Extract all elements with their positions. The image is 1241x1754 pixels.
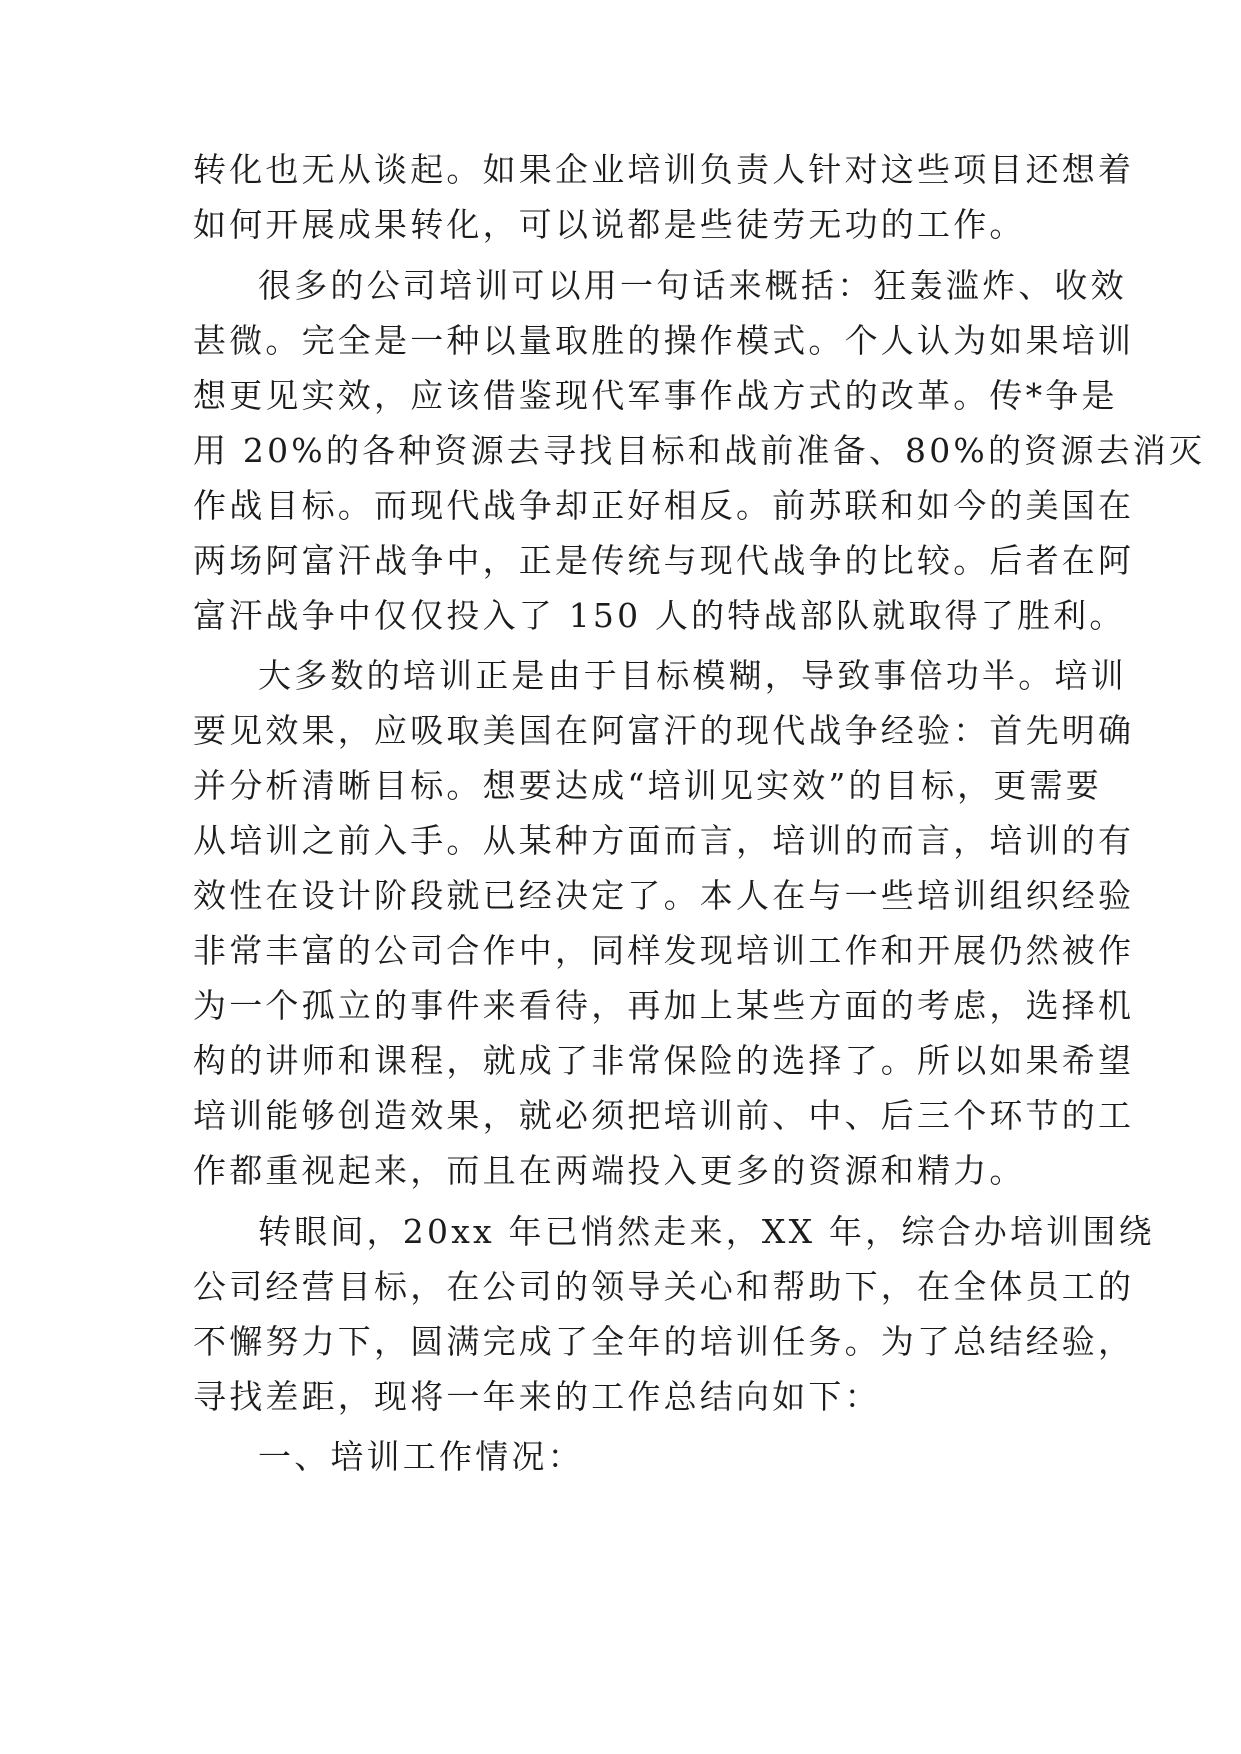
text-line: 用 20%的各种资源去寻找目标和战前准备、80%的资源去消灭 [193,431,1206,470]
text-line: 培训能够创造效果，就必须把培训前、中、后三个环节的工 [193,1096,1135,1135]
text-line: 非常丰富的公司合作中，同样发现培训工作和开展仍然被作 [193,931,1135,970]
text-line: 从培训之前入手。从某种方面而言，培训的而言，培训的有 [193,821,1135,860]
text-line: 作都重视起来，而且在两端投入更多的资源和精力。 [193,1151,1026,1190]
text-line: 构的讲师和课程，就成了非常保险的选择了。所以如果希望 [193,1041,1135,1080]
text-line: 富汗战争中仅仅投入了 150 人的特战部队就取得了胜利。 [193,596,1126,635]
section-heading: 一、培训工作情况： [258,1437,584,1476]
text-line: 不懈努力下，圆满完成了全年的培训任务。为了总结经验， [193,1322,1135,1361]
text-line: 转化也无从谈起。如果企业培训负责人针对这些项目还想着 [193,150,1135,189]
text-line: 公司经营目标，在公司的领导关心和帮助下，在全体员工的 [193,1267,1135,1306]
text-line: 并分析清晰目标。想要达成“培训见实效”的目标，更需要 [193,766,1102,805]
paragraph-start-line: 转眼间，20xx 年已悄然走来，XX 年，综合办培训围绕 [258,1212,1155,1251]
paragraph-start-line: 大多数的培训正是由于目标模糊，导致事倍功半。培训 [258,656,1127,695]
text-line: 为一个孤立的事件来看待，再加上某些方面的考虑，选择机 [193,986,1135,1025]
text-line: 寻找差距，现将一年来的工作总结向如下： [193,1377,881,1416]
text-line: 想更见实效，应该借鉴现代军事作战方式的改革。传*争是 [193,376,1118,415]
text-line: 甚微。完全是一种以量取胜的操作模式。个人认为如果培训 [193,321,1135,360]
text-line: 两场阿富汗战争中，正是传统与现代战争的比较。后者在阿 [193,541,1135,580]
text-line: 作战目标。而现代战争却正好相反。前苏联和如今的美国在 [193,486,1135,525]
paragraph-start-line: 很多的公司培训可以用一句话来概括：狂轰滥炸、收效 [258,266,1127,305]
text-line: 效性在设计阶段就已经决定了。本人在与一些培训组织经验 [193,876,1135,915]
text-line: 要见效果，应吸取美国在阿富汗的现代战争经验：首先明确 [193,711,1135,750]
text-line: 如何开展成果转化，可以说都是些徒劳无功的工作。 [193,205,1026,244]
